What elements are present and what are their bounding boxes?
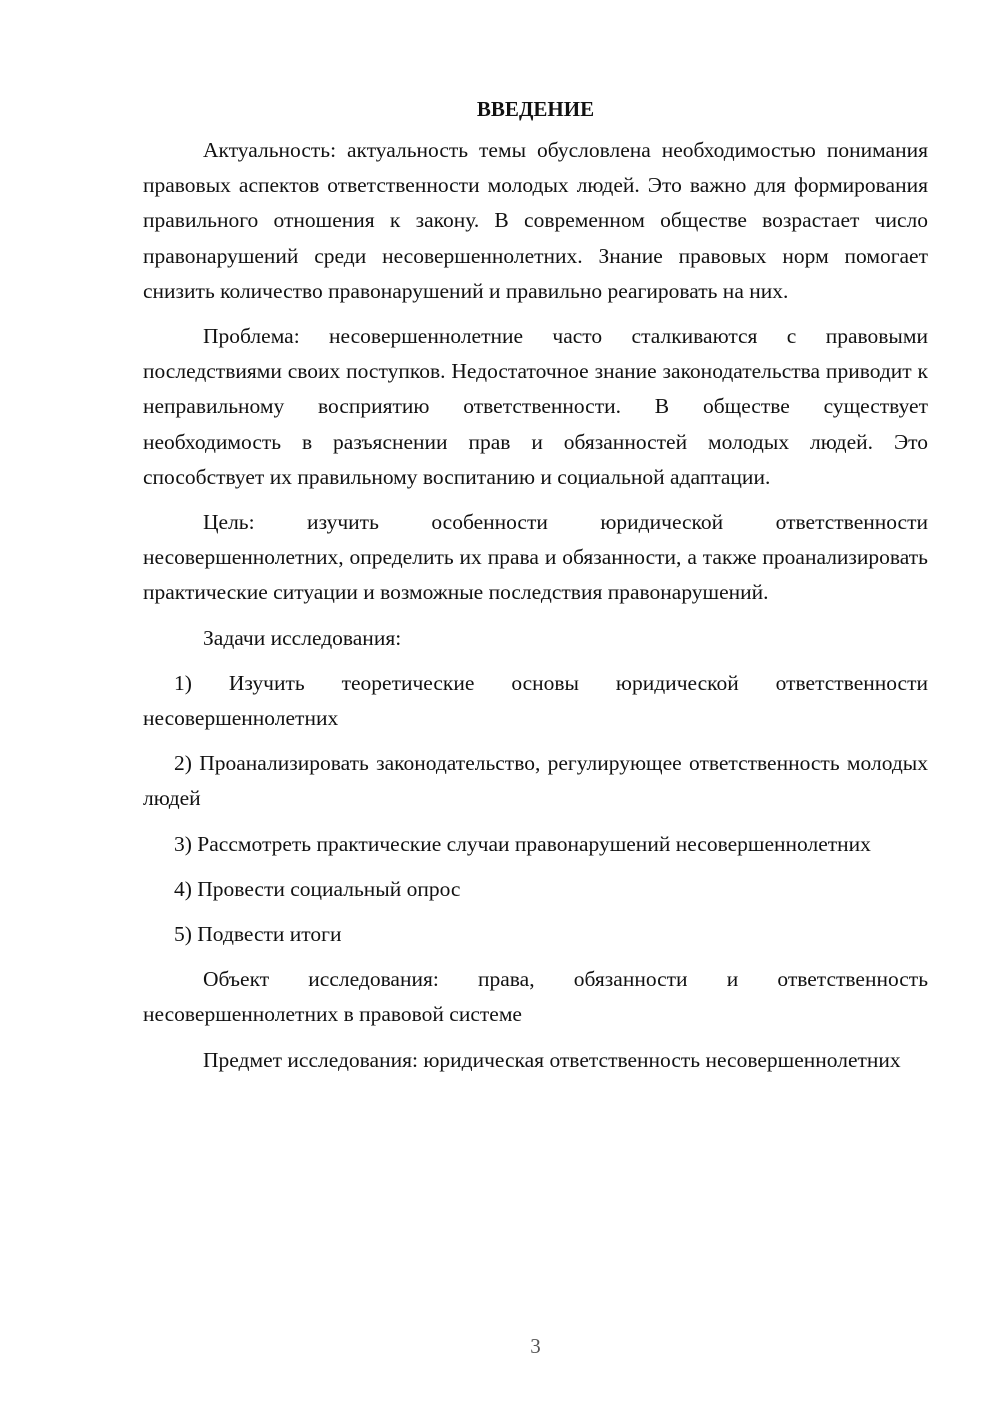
problem-paragraph: Проблема: несовершеннолетние часто сталкиваются с правовыми последствиями своих поступков. Недостаточное знание законодательства приводит к неправильному восприятию ответственности. В обществе существует необходимость в разъяснении прав и обязанностей молодых людей. Это способствует их правильному воспитанию и социальной адаптации.	[143, 324, 928, 489]
task-item-3: 3) Рассмотреть практические случаи правонарушений несовершеннолетних	[174, 831, 871, 856]
tasks-heading: Задачи исследования:	[203, 625, 402, 650]
task-item-2: 2) Проанализировать законодательство, регулирующее ответственность молодых людей	[143, 751, 928, 811]
object-paragraph: Объект исследования: права, обязанности и ответственность несовершеннолетних в правовой системе	[143, 967, 928, 1027]
page-title: ВВЕДЕНИЕ	[476, 97, 595, 121]
task-item-1: 1) Изучить теоретические основы юридической ответственности несовершеннолетних	[143, 670, 928, 731]
goal-paragraph: Цель: изучить особенности юридической ответственности несовершеннолетних, определить их права и обязанности, а также проанализировать практические ситуации и возможные последствия правонарушений.	[143, 510, 928, 605]
subject-paragraph: Предмет исследования: юридическая ответственность несовершеннолетних	[203, 1047, 901, 1072]
page-number: 3	[530, 1334, 541, 1358]
task-item-4: 4) Провести социальный опрос	[174, 876, 461, 901]
task-item-5: 5) Подвести итоги	[174, 922, 342, 947]
page-content	[143, 92, 928, 1088]
tasks-list	[143, 666, 928, 952]
relevance-paragraph: Актуальность: актуальность темы обусловлена необходимостью понимания правовых аспектов ответственности молодых людей. Это важно для формирования правильного отношения к закону. В современном обществе возрастает число правонарушений среди несовершеннолетних. Знание правовых норм помогает снизить количество правонарушений и правильно реагировать на них.	[143, 138, 928, 303]
